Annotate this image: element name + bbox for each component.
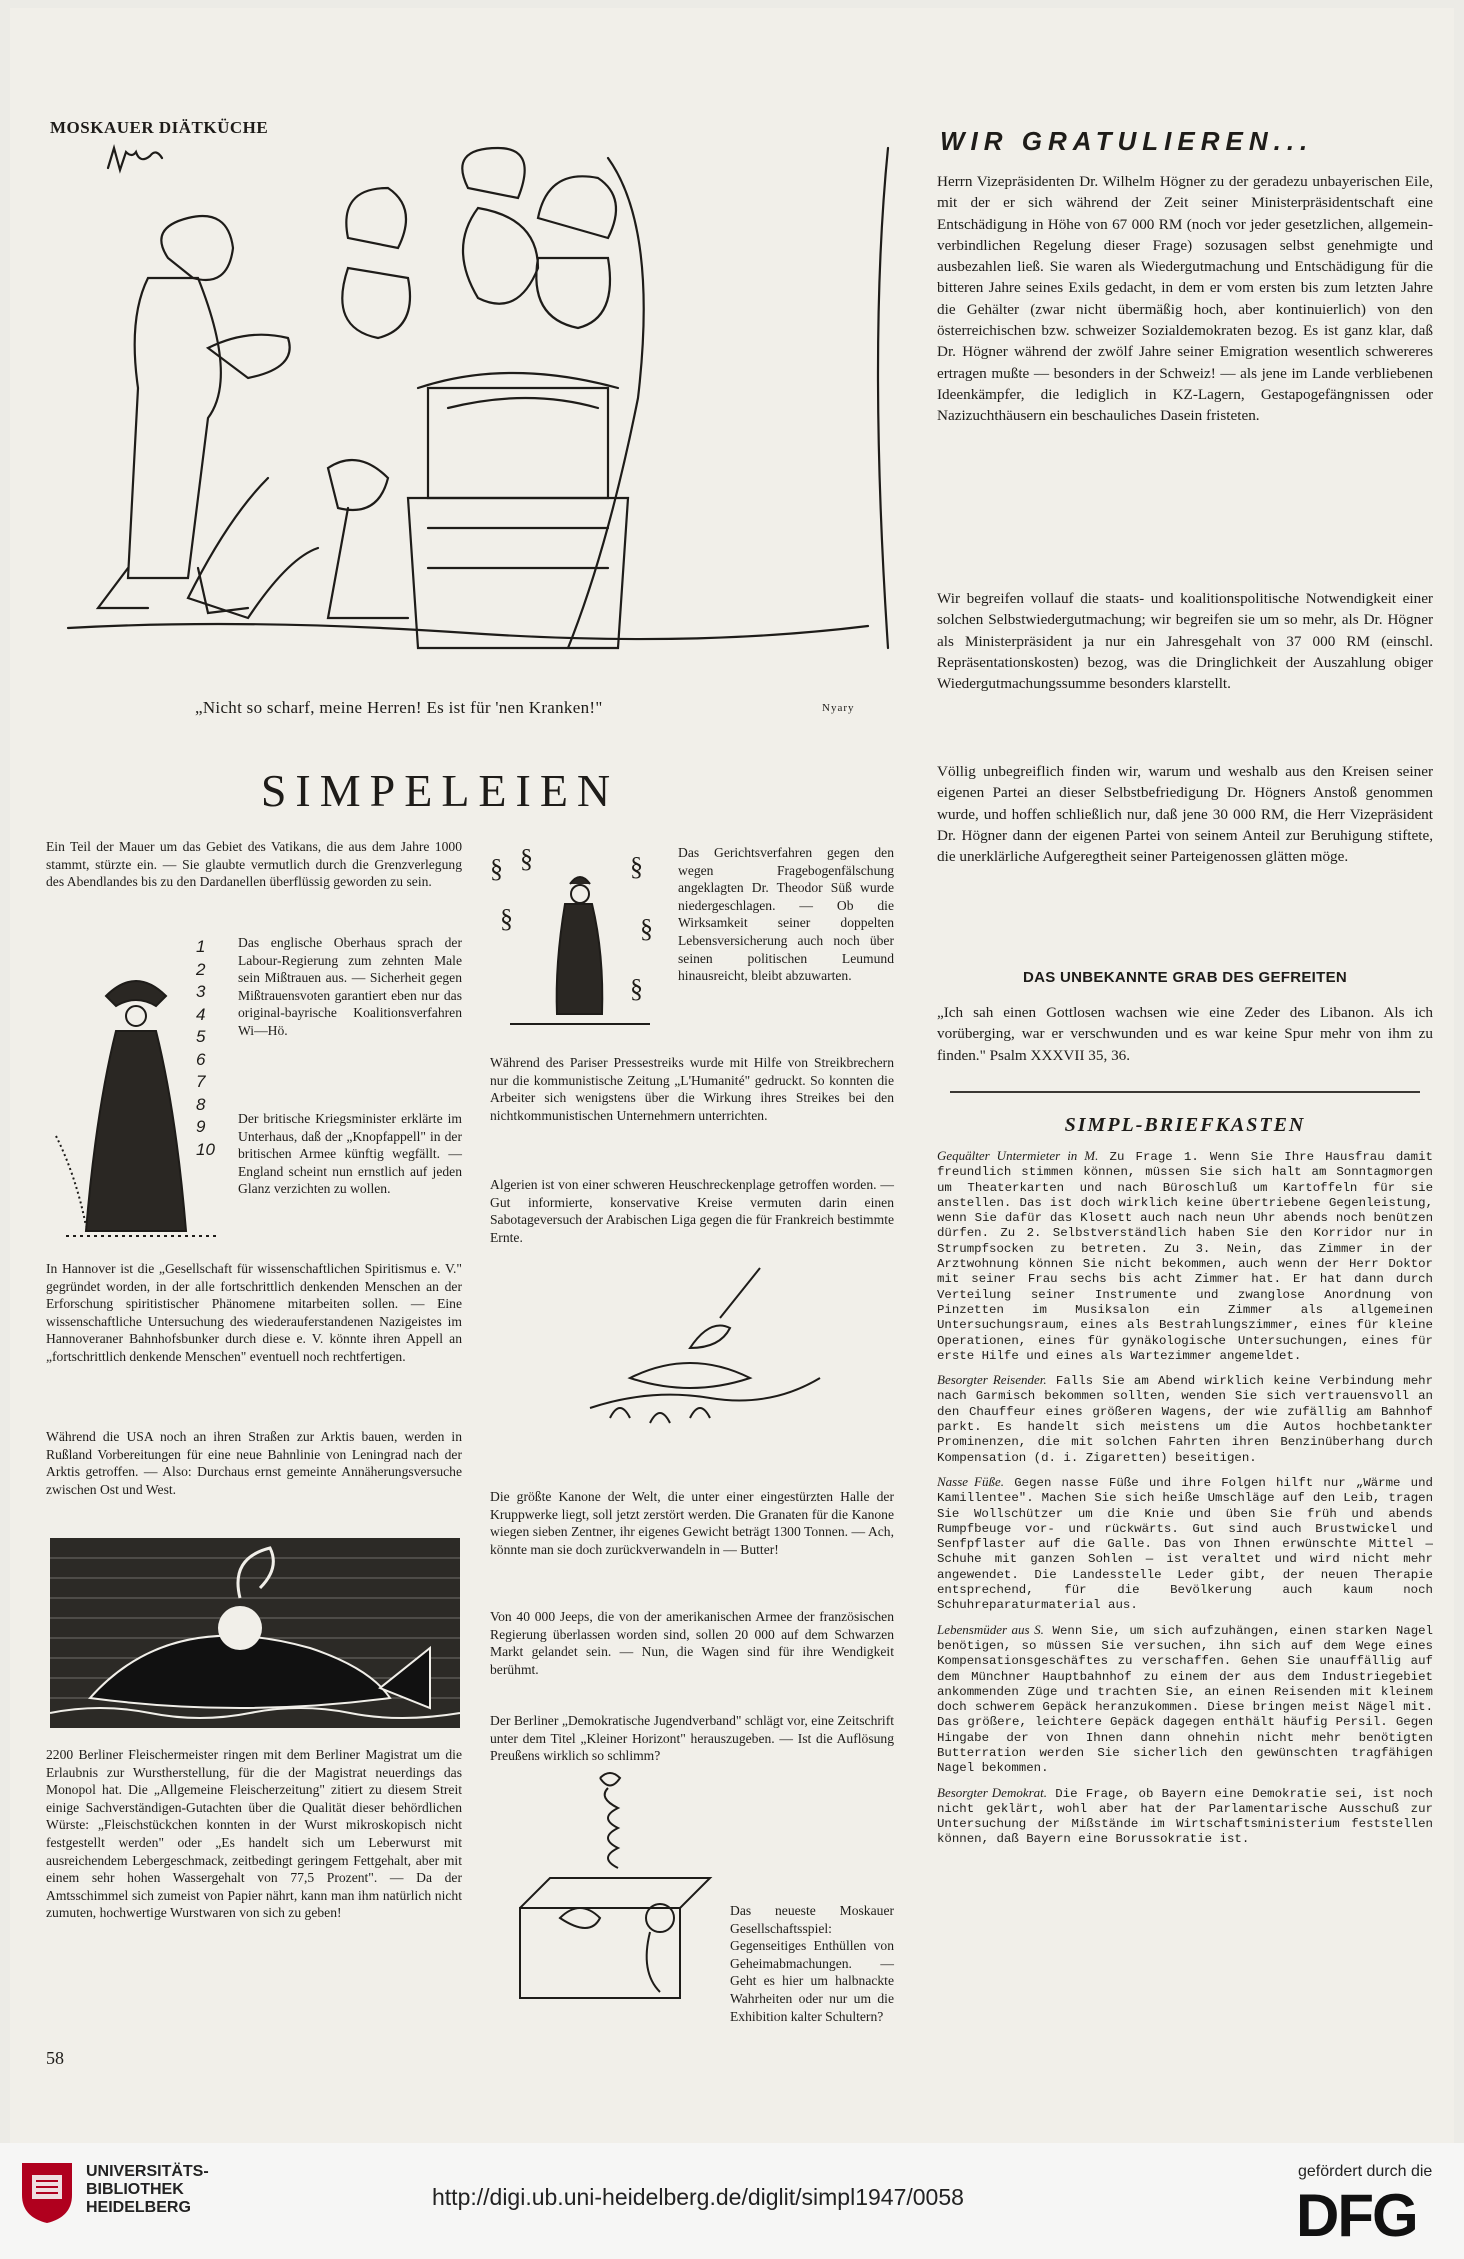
simpeleien-oberhaus: Das englische Oberhaus sprach der Labour-Regierung zum zehnten Male sein Mißtrauen aus. — Sicherheit gegen Mißtrauensvoten garantiert eben nur das original-bayrische Koalitionsverfahren Wi—Hö.: [238, 935, 462, 1038]
list-number: 3: [196, 982, 206, 1001]
briefkasten-entries: [937, 1148, 1433, 1856]
simpeleien-vatikan: Ein Teil der Mauer um das Gebiet des Vatikans, die aus dem Jahre 1000 stammt, stürzte ein. — Sie glaubte vermutlich durch die Grenzverlegung des Abendlandes bis zu den Dardanellen überflüssig geworden zu sein.: [46, 839, 462, 890]
funded-by-label: gefördert durch die: [1298, 2163, 1433, 2180]
grab-text: „Ich sah einen Gottlosen wachsen wie eine Zeder des Libanon. Als ich vorüberging, war er verschwunden und es war keine Spur mehr von ihm zu finden." Psalm XXXVII 35, 36.: [937, 1004, 1433, 1064]
list-number: 10: [196, 1139, 215, 1159]
illustration-jack-in-box: [500, 1768, 715, 2018]
library-footer: [0, 2143, 1464, 2259]
entry-recipient: Lebensmüder aus S.: [937, 1621, 1044, 1637]
simpeleien-arktis: Während die USA noch an ihren Straßen zur Arktis bauen, werden in Rußland Vorbereitungen für eine neue Bahnlinie von Leningrad nach der Arktis getroffen. — Also: Durchaus ernst gemeinte Annäherungsversuche zwischen Ost und West.: [46, 1429, 462, 1497]
entry-recipient: Besorgter Demokrat.: [937, 1784, 1048, 1800]
illustration-locusts: [570, 1258, 830, 1438]
whale-drawing: [50, 1538, 460, 1728]
uni-line: BIBLIOTHEK: [86, 2181, 184, 2198]
university-library-name: [86, 2163, 209, 2217]
simpeleien-heuschrecken: Algerien ist von einer schweren Heuschreckenplage getroffen worden. — Gut informierte, konservative Kreise vermuten darin einen Sabotageversuch der Arabischen Liga gegen die für Frankreich bestimmte Ernte.: [490, 1177, 894, 1245]
briefkasten-entry: [937, 1785, 1433, 1848]
gratulieren-p3: Völlig unbegreiflich finden wir, warum und weshalb aus den Kreisen seiner eigenen Partei an dieser Selbstbefriedigung Dr. Högners Anstoß genommen wurde, und hoffen schließlich nur, daß jene 30 000 RM, die Herr Vizepräsident Dr. Högner dann der eigenen Partei von seinem Anteil zur Beruhigung stiftete, die unerklärliche Aufgeregtheit seiner Parteigenossen glätten möge.: [937, 763, 1433, 866]
list-number: 8: [196, 1094, 206, 1114]
source-url-link[interactable]: http://digi.ub.uni-heidelberg.de/diglit/simpl1947/0058: [432, 2184, 964, 2210]
entry-text: Wenn Sie, um sich aufzuhängen, einen starken Nagel benötigen, so müssen Sie versuchen, ihn sich auf dem Wege eines Kompensationsgeschäftes zu verschaffen. Gehen Sie unauffällig auf dem Münchner Hauptbahnhof zu einem der aus dem Industriegebiet ankommenden Züge und trachten Sie, an einen Reisenden mit kleinem doch schwerem Gepäck heranzukommen. Diese bringen meist Nägel mit. Das größere, leichtere Gepäck dagegen enthält häufig Persil. Gegen Hingabe der von Ihnen dann ohnehin nicht mehr benötigten Butterration werden Sie sicherlich den gewünschten tragfähigen Nagel bekommen.: [937, 1623, 1433, 1776]
illustration-whale: [50, 1538, 460, 1728]
simpeleien-spiritismus: In Hannover ist die „Gesellschaft für wissenschaftlichen Spiritismus e. V." gegründet worden, in der alle fortschrittlich denkenden Menschen an der Erforschung spiritistischer Phänomene mitarbeiten sollen. — Eine wissenschaftliche Untersuchung des wiederauferstandenen Nazigeistes im Hannoveraner Bahnhofsbunker durch diese e. V. könnte ihren Appell an „fortschrittlich denkende Menschen" eventuell noch rechtfertigen.: [46, 1261, 462, 1364]
entry-recipient: Besorgter Reisender.: [937, 1372, 1047, 1388]
briefkasten-entry: [937, 1372, 1433, 1466]
paragraph-sign: §: [630, 852, 643, 881]
paragraph-sign: §: [630, 974, 643, 1003]
entry-text: Gegen nasse Füße und ihre Folgen hilft nur „Wärme und Kamillentee". Machen Sie sich heiße Umschläge auf den Leib, tragen Sie Wollschützer um die Knie und üben Sie früh und abends Rumpfbeuge vor- und rückwärts. Gut sind auch Brustwickel und Senfpflaster auf die Galle. Das von Ihnen erwünschte Mittel — Schuhe mit ganzen Sohlen — ist veraltet und wird nicht mehr angewendet. Die Landesstelle Leder gibt, der neuen Therapie entsprechend, für die Bevölkerung auch kaum noch Schuhreparaturmaterial aus.: [937, 1475, 1433, 1613]
list-number: 4: [196, 1004, 206, 1024]
paragraph-sign: §: [490, 854, 503, 883]
grab-title: DAS UNBEKANNTE GRAB DES GEFREITEN: [1022, 969, 1348, 986]
entry-text: Zu Frage 1. Wenn Sie Ihre Hausfrau damit freundlich stimmen können, müssen Sie sich halt am Sonntagmorgen um Theaterkarten und nach Büroschluß um Kartoffeln für sie anstellen. Das ist doch wirklich keine übertriebene Gegenleistung, wenn Sie dafür das Klosett auch nach neun Uhr abends noch benützen dürfen. Zu 2. Selbstverständlich haben Sie den Korridor nur in Strumpfsocken zu betreten. Zu 3. Nein, das Zimmer in der Arztwohnung können Sie nicht bekommen, auch wenn der Herr Doktor mit seiner Frau sechs bis acht Zimmer hat. Er hat dann durch Verteilung seiner Instrumente und zwanglose Anordnung von Pinzetten im Musiksalon ein Zimmer als allgemeinen Untersuchungsraum, eines als Bestrahlungszimmer, eines für kleine Operationen, eines für gynäkologische Untersuchungen, eines für erste Hilfe und eines als Wartezimmer angemeldet.: [937, 1150, 1433, 1363]
cartoon-kitchen: [48, 148, 888, 688]
briefkasten-title: SIMPL-BRIEFKASTEN: [1064, 1114, 1306, 1136]
briefkasten-entry: [937, 1148, 1433, 1364]
uni-line: HEIDELBERG: [86, 2199, 191, 2216]
jack-in-box-drawing: [500, 1768, 715, 2018]
entry-recipient: Gequälter Untermieter in M.: [937, 1148, 1099, 1163]
page-number: 58: [46, 2048, 64, 2068]
entry-recipient: Nasse Füße.: [937, 1473, 1005, 1489]
paragraph-sign: §: [520, 844, 533, 873]
university-seal-icon: [18, 2159, 76, 2225]
simpeleien-knopfappell: Der britische Kriegsminister erklärte im Unterhaus, daß der „Knopfappell" in der britischen Armee künftig wegfällt. — England scheint nun ernstlich auf jeden Glanz verzichten zu wollen.: [238, 1111, 462, 1197]
illustration-paragraph-man: [490, 844, 670, 1034]
list-number: 9: [196, 1117, 206, 1136]
simpeleien-suess: Das Gerichtsverfahren gegen den wegen Fragebogenfälschung angeklagten Dr. Theodor Süß wurde niedergeschlagen. — Ob die Wirksamkeit seiner doppelten Lebensversicherung auch noch über seinen politischen Leumund hinausreicht, bleibt abzuwarten.: [678, 845, 894, 984]
locusts-drawing: [570, 1258, 830, 1438]
simpeleien-jeeps: Von 40 000 Jeeps, die von der amerikanischen Armee der französischen Regierung überlassen worden sind, sollen 20 000 auf dem Schwarzen Markt gelandet sein. — Nun, die Wagen sind für ihre Wendigkeit berühmt.: [490, 1609, 894, 1677]
cartoon-caption: „Nicht so scharf, meine Herren! Es ist für 'nen Kranken!": [195, 698, 603, 717]
paragraph-sign: §: [640, 914, 653, 943]
dfg-logo: DFG: [1296, 2182, 1417, 2249]
list-number: 1: [196, 937, 206, 956]
divider: [950, 1091, 1420, 1093]
uni-line: UNIVERSITÄTS-: [86, 2163, 209, 2180]
simpeleien-pressestreik: Während des Pariser Pressestreiks wurde mit Hilfe von Streikbrechern nur die kommunistische Zeitung „L'Humanité" gedruckt. So konnten die Arbeiter sich wenigstens über die Wirkung ihres Streikes bei den nichtkommunistischen Unternehmern unterrichten.: [490, 1055, 894, 1123]
list-number: 7: [196, 1072, 206, 1091]
list-number: 6: [196, 1049, 206, 1069]
gratulieren-p1: Herrn Vizepräsidenten Dr. Wilhelm Högner zu der geradezu unbayerischen Eile, mit der er sich während der Zeit seiner Ministerpräsidentschaft eine Entschädigung in Höhe von 67 000 RM (noch vor jeder gesetzlichen, allgemein-verbindlichen Regelung dieser Frage) sozusagen selbst genehmigte und ausbezahlen ließ. Sie waren als Wiedergutmachung und Entschädigung für die bitteren Jahre seines Exils gedacht, in dem er vom ersten bis zum letzten Jahre die Gehälter (zwar nicht übermäßig hoch, aber kontinuierlich) von den österreichischen bzw. schweizer Sozialdemokraten bezog. Es ist ganz klar, daß Dr. Högner während der zwölf Jahre seiner Emigration wesentlich schwereres ertragen mußte — besonders in der Schweiz! — als jene im Lande verbliebenen Ideenkämpfer, die lediglich in KZ-Lagern, Gestapogefängnissen oder Nazizuchthäusern ein beschauliches Dasein fristeten.: [937, 173, 1433, 425]
paragraph-sign: §: [500, 904, 513, 933]
simpeleien-title: SIMPELEIEN: [260, 765, 620, 816]
simpeleien-kanone: Die größte Kanone der Welt, die unter einer eingestürzten Halle der Kruppwerke liegt, soll jetzt zerstört werden. Die Granaten für die Kanone wiegen sieben Zentner, ihr eigenes Gewicht beträgt 1300 Tonnen. — Ach, könnte man sie doch zurückverwandeln in — Butter!: [490, 1489, 894, 1557]
cartoon-artist-credit: Nyary: [822, 702, 855, 714]
section-kicker: MOSKAUER DIÄTKÜCHE: [50, 118, 269, 137]
simpeleien-wurst: 2200 Berliner Fleischermeister ringen mit dem Berliner Magistrat um die Erlaubnis zur Wurstherstellung, für die der Magistrat neuerdings das Monopol hat. Die „Allgemeine Fleischerzeitung" zitiert zu diesem Streit einige Sachverständigen-Gutachten über die Qualität dieser behördlichen Würste: „Fleischstückchen konnten in der Wurst mikroskopisch nicht festgestellt werden" oder „Es handelt sich um Leberwurst mit ausreichendem Lebergeschmack, zeitbedingt geringem Fettgehalt, aber mit einem sehr hohen Wassergehalt von 77,5 Prozent". — Da der Amtsschimmel sich zumeist von Papier nährt, kann man ihm natürlich nicht zumuten, hochwertige Wurstwaren von sich zu geben!: [46, 1747, 462, 1921]
entry-text: Die Frage, ob Bayern eine Demokratie sei, ist noch nicht geklärt, wohl aber hat der Parlamentarische Ausschuß zur Untersuchung der Mißstände im Wirtschaftsministerium feststellen können, daß Bayern eine Borussokratie ist.: [937, 1786, 1433, 1847]
gratulieren-p2: Wir begreifen vollauf die staats- und koalitionspolitische Notwendigkeit einer solchen Selbstwiedergutmachung; wir begreifen sie um so mehr, als Dr. Högner als Ministerpräsident ja nur ein Jahresgehalt von 37 000 RM (einschl. Repräsentationskosten) bezog, was die Dringlichkeit der Auszahlung obiger Wiedergutmachungssumme besonders klarstellt.: [937, 590, 1433, 693]
newspaper-page: [10, 8, 1454, 2143]
list-number: 5: [196, 1027, 206, 1046]
briefkasten-entry: [937, 1622, 1433, 1777]
simpeleien-moskau: Das neueste Moskauer Gesellschaftsspiel: Gegenseitiges Enthüllen von Geheimabmachungen. — Geht es hier um halbnackte Wahrheiten oder nur um die Exhibition kalter Schultern?: [730, 1903, 894, 2024]
cartoon-drawing: [48, 148, 888, 688]
illustration-bishop-numbers: [46, 936, 226, 1256]
entry-text: Falls Sie am Abend wirklich keine Verbindung mehr nach Garmisch bekommen sollten, wenden Sie sich vertrauensvoll an den Chauffeur eines größeren Wagens, der wie zufällig am Bahnhof parkt. Es handelt sich meistens um die Autos hochbetankter Prominenzen, die mit solchen Fahrten ihren Benzinüberhang durch Kompensation (d. i. Zigaretten) beseitigen.: [937, 1374, 1434, 1465]
gratulieren-title: WIR GRATULIEREN...: [940, 126, 1314, 156]
simpeleien-jugendverband: Der Berliner „Demokratische Jugendverband" schlägt vor, eine Zeitschrift unter dem Titel „Kleiner Horizont" herauszugeben. — Ist die Auflösung Preußens wirklich so schlimm?: [490, 1713, 894, 1764]
list-number: 2: [196, 959, 206, 979]
number-list: [196, 936, 226, 1161]
briefkasten-entry: [937, 1474, 1433, 1614]
